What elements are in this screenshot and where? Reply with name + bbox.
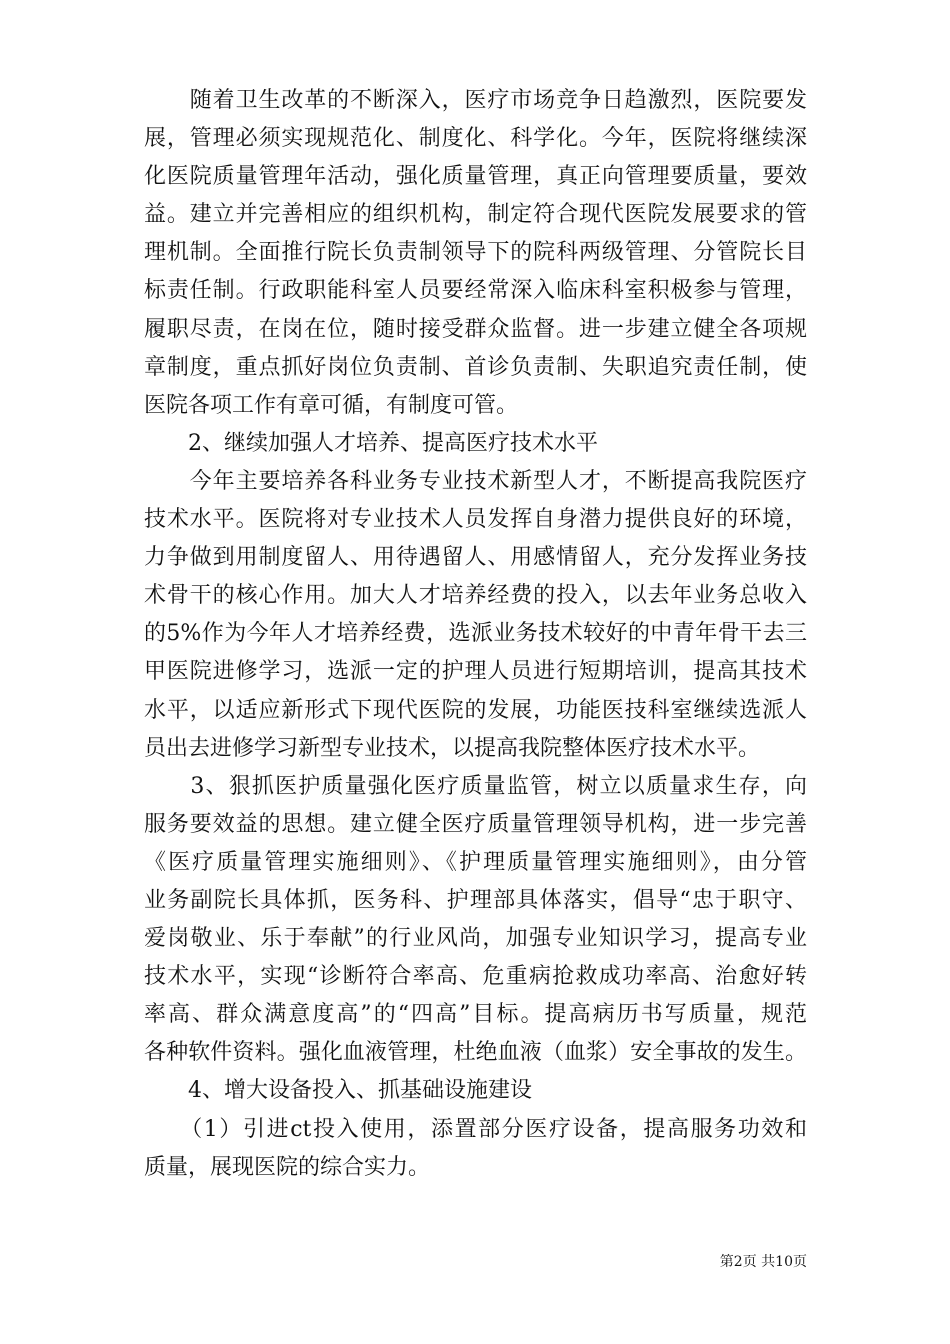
page-label-suffix: 页 [793, 1254, 807, 1270]
text-line: 质量，展现医院的综合实力。 [144, 1154, 431, 1180]
text-line: （1）引进ct投入使用，添置部分医疗设备，提高服务功效和 [144, 1116, 807, 1142]
page-label-prefix: 第 [719, 1254, 734, 1270]
text-line: 技术水平。医院将对专业技术人员发挥自身潜力提供良好的环境， [144, 507, 807, 533]
text-line: 技术水平，实现“诊断符合率高、危重病抢救成功率高、治愈好转 [144, 964, 807, 990]
text-line: 履职尽责，在岗在位，随时接受群众监督。进一步建立健全各项规 [144, 316, 807, 342]
text-line: 甲医院进修学习，选派一定的护理人员进行短期培训，提高其技术 [144, 659, 807, 685]
page-footer [720, 1253, 807, 1271]
text-line: 标责任制。行政职能科室人员要经常深入临床科室积极参与管理， [144, 278, 807, 304]
text-line: 化医院质量管理年活动，强化质量管理，真正向管理要质量，要效 [144, 164, 807, 190]
text-line: 术骨干的核心作用。加大人才培养经费的投入，以去年业务总收入 [144, 583, 807, 609]
text-line: 益。建立并完善相应的组织机构，制定符合现代医院发展要求的管 [144, 202, 807, 228]
page-label-middle: 页 共 [742, 1254, 776, 1270]
text-line: 率高、群众满意度高”的“四高”目标。提高病历书写质量，规范 [144, 1002, 807, 1028]
text-line: 3、狠抓医护质量强化医疗质量监管，树立以质量求生存，向 [144, 773, 807, 799]
text-line: 展，管理必须实现规范化、制度化、科学化。今年，医院将继续深 [144, 126, 807, 152]
total-pages-number: 10 [775, 1254, 793, 1270]
current-page-number: 2 [733, 1254, 743, 1270]
text-line: 各种软件资料。强化血液管理，杜绝血液（血浆）安全事故的发生。 [144, 1040, 807, 1066]
section-heading: 2、继续加强人才培养、提高医疗技术水平 [144, 430, 598, 456]
text-line: 水平，以适应新形式下现代医院的发展，功能医技科室继续选派人 [144, 697, 807, 723]
section-heading: 4、增大设备投入、抓基础设施建设 [144, 1078, 532, 1104]
text-line: 章制度，重点抓好岗位负责制、首诊负责制、失职追究责任制，使 [144, 354, 807, 380]
text-line: 员出去进修学习新型专业技术，以提高我院整体医疗技术水平。 [144, 735, 761, 761]
text-line: 服务要效益的思想。建立健全医疗质量管理领导机构，进一步完善 [144, 811, 807, 837]
text-line: 的5%作为今年人才培养经费，选派业务技术较好的中青年骨干去三 [144, 621, 807, 647]
text-line: 力争做到用制度留人、用待遇留人、用感情留人，充分发挥业务技 [144, 545, 807, 571]
text-line: 医院各项工作有章可循，有制度可管。 [144, 392, 519, 418]
text-line: 今年主要培养各科业务专业技术新型人才，不断提高我院医疗 [144, 468, 807, 494]
body-text [144, 82, 807, 1187]
text-line: 业务副院长具体抓，医务科、护理部具体落实，倡导“忠于职守、 [144, 887, 807, 913]
text-line: 《医疗质量管理实施细则》、《护理质量管理实施细则》，由分管 [144, 849, 807, 875]
text-line: 随着卫生改革的不断深入，医疗市场竞争日趋激烈，医院要发 [144, 88, 807, 113]
text-line: 理机制。全面推行院长负责制领导下的院科两级管理、分管院长目 [144, 240, 807, 266]
text-line: 爱岗敬业、乐于奉献”的行业风尚，加强专业知识学习，提高专业 [144, 926, 807, 952]
